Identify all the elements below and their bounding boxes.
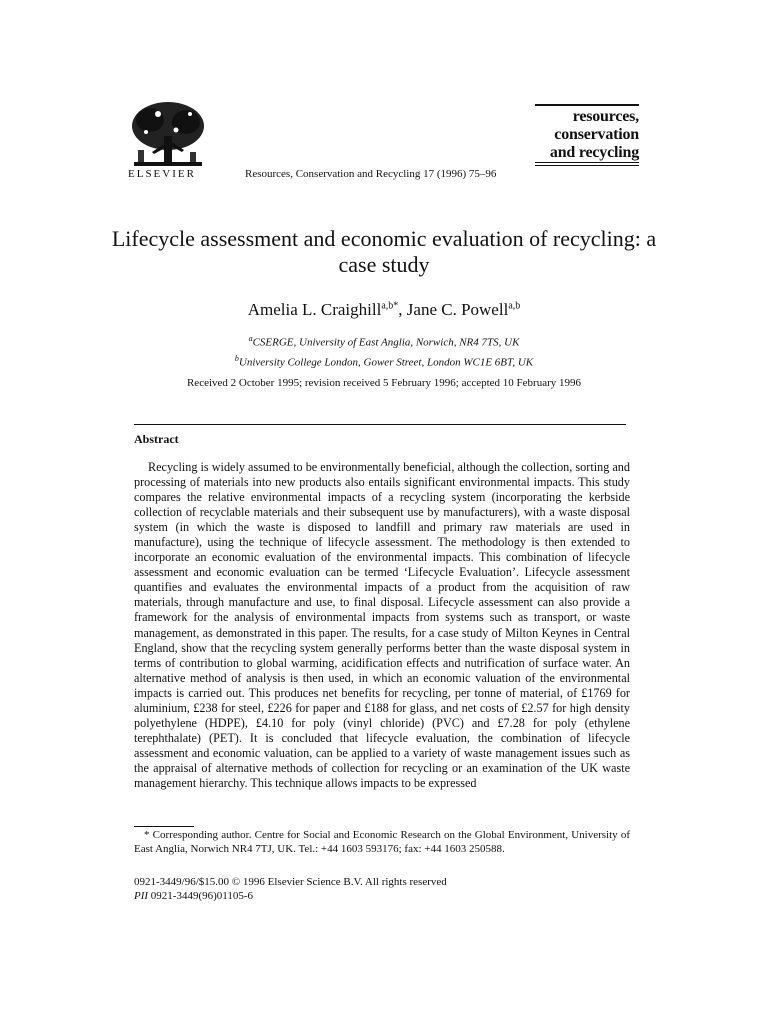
author-separator: ,	[398, 300, 407, 319]
author-sup-1: a,b*	[381, 300, 399, 312]
affiliation-text-a: CSERGE, University of East Anglia, Norwich, NR4 7TS, UK	[252, 336, 520, 349]
article-title: Lifecycle assessment and economic evaluation of recycling: a case study	[111, 226, 657, 277]
pii-value: 0921-3449(96)01105-6	[150, 890, 254, 902]
author-name-1: Amelia L. Craighill	[247, 300, 382, 319]
brand-rule-bottom	[535, 162, 639, 163]
brand-rule-bottom-2	[535, 165, 639, 166]
publication-codes	[134, 875, 447, 903]
footnote-divider	[134, 826, 194, 827]
abstract-text: Recycling is widely assumed to be environmentally beneficial, although the collection, sorting and processing of materials into new products also entails significant environmental impacts. This study compares the relative environmental impacts of a recycling system (incorporating the kerbside collection of recyclable materials and their subsequent use by manufacturers), with a waste disposal system (in which the waste is disposed to landfill and primary raw materials are used in manufacture), using the technique of lifecycle assessment. The methodology is then extended to incorporate an economic evaluation of the environmental impacts. This combination of lifecycle assessment and economic evaluation can be termed ‘Lifecycle Evaluation’. Lifecycle assessment quantifies and evaluates the environmental impacts of a product from the acquisition of raw materials, through manufacture and use, to final disposal. Lifecycle assessment can also provide a framework for the analysis of environmental impacts from systems such as transport, or waste management, as demonstrated in this paper. The results, for a case study of Milton Keynes in Central England, show that the recycling system generally performs better than the waste disposal system in terms of contribution to global warming, acidification effects and nutrification of surface water. An alternative method of analysis is then used, in which an economic valuation of the environmental impacts is carried out. This produces net benefits for recycling, per tonne of material, of £1769 for aluminium, £238 for steel, £226 for paper and £188 for glass, and net costs of £2.57 for high density polyethylene (HDPE), £4.10 for poly (vinyl chloride) (PVC) and £7.28 for poly (ethylene terephthalate) (PET). It is concluded that lifecycle evaluation, the combination of lifecycle assessment and economic valuation, can be applied to a variety of waste management issues such as the appraisal of alternative methods of collection for recycling or an examination of the UK waste management hierarchy. This technique allows impacts to be expressed	[134, 460, 630, 790]
author-name-2: Jane C. Powell	[406, 300, 509, 319]
journal-citation: Resources, Conservation and Recycling 17 (1996) 75–96	[245, 168, 497, 180]
affiliation-sup-b: b	[234, 353, 239, 363]
affiliation-b	[110, 351, 658, 371]
publisher-name: ELSEVIER	[128, 168, 196, 180]
pii-label: PII	[134, 890, 149, 902]
author-sup-2: a,b	[508, 300, 521, 312]
received-dates: Received 2 October 1995; revision received 5 February 1996; accepted 10 February 1996	[186, 377, 582, 389]
issn-copyright-line: 0921-3449/96/$15.00 © 1996 Elsevier Science B.V. All rights reserved	[134, 876, 447, 888]
brand-rule-top	[535, 104, 639, 106]
affiliation-a	[110, 331, 658, 351]
brand-line-3: and recycling	[549, 144, 639, 161]
brand-line-1: resources,	[572, 108, 639, 125]
corresponding-author-footnote: * Corresponding author. Centre for Social and Economic Research on the Global Environment, University of East Anglia, Norwich NR4 7TJ, UK. Tel.: +44 1603 593176; fax: +44 1603 250588.	[134, 829, 630, 855]
journal-brand	[535, 104, 639, 168]
divider	[134, 424, 626, 425]
pii-line	[134, 889, 447, 903]
author-list	[110, 300, 658, 320]
brand-line-2: conservation	[554, 126, 639, 143]
affiliations	[110, 331, 658, 370]
abstract-heading: Abstract	[134, 432, 179, 446]
affiliation-sup-a: a	[248, 334, 253, 343]
affiliation-text-b: University College London, Gower Street, London WC1E 6BT, UK	[238, 356, 534, 369]
